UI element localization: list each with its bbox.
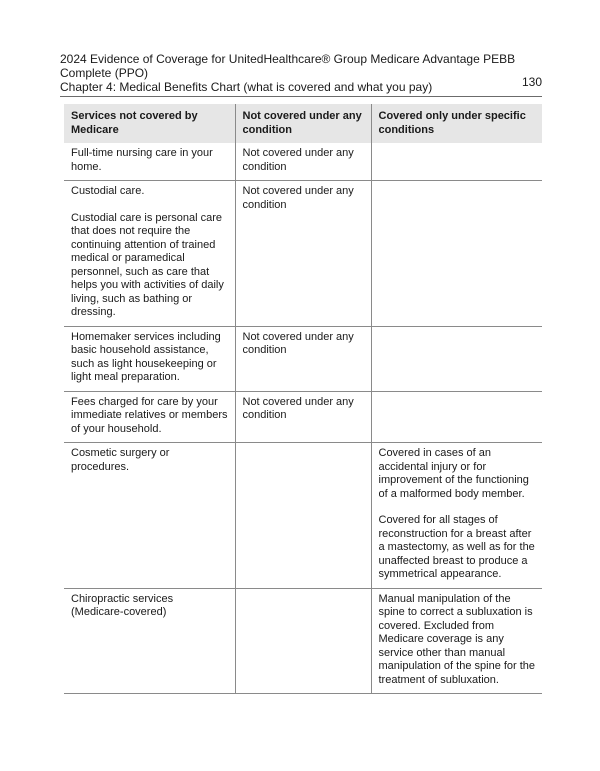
document-title: 2024 Evidence of Coverage for UnitedHealthcare® Group Medicare Advantage PEBB Complete (PPO) [60, 52, 516, 80]
page-header [60, 52, 542, 94]
table-row [64, 443, 542, 589]
not-covered-cell [235, 443, 371, 589]
not-covered-cell [235, 588, 371, 694]
benefits-table [64, 104, 542, 694]
page-number: 130 [521, 75, 542, 89]
not-covered-cell: Not covered under any condition [235, 143, 371, 181]
table-row [64, 391, 542, 443]
specific-conditions-cell [371, 326, 542, 391]
service-cell [64, 391, 235, 443]
condition-text: Covered in cases of an accidental injury or for improvement of the functioning of a malformed body member. [378, 447, 529, 500]
column-header-services: Services not covered by Medicare [64, 104, 235, 143]
table-row [64, 588, 542, 694]
condition-text: Manual manipulation of the spine to correct a subluxation is covered. Excluded from Medicare coverage is any service other than manual manipulation of the spine for the treatment of subluxation. [378, 592, 536, 686]
service-text: Full-time nursing care in your home. [71, 147, 213, 173]
table-header-row [64, 104, 542, 143]
table-row [64, 181, 542, 327]
column-header-not-covered: Not covered under any condition [235, 104, 371, 143]
not-covered-cell: Not covered under any condition [235, 326, 371, 391]
service-text: Homemaker services including basic household assistance, such as light housekeeping or light meal preparation. [71, 330, 221, 383]
table-row [64, 326, 542, 391]
service-cell [64, 181, 235, 327]
specific-conditions-cell [371, 588, 542, 694]
specific-conditions-cell [371, 181, 542, 327]
service-text: Fees charged for care by your immediate relatives or members of your household. [71, 395, 228, 435]
service-text: Cosmetic surgery or procedures. [71, 447, 170, 473]
service-text: Chiropractic services (Medicare-covered) [71, 592, 174, 618]
not-covered-cell: Not covered under any condition [235, 391, 371, 443]
service-text: Custodial care. [71, 185, 145, 197]
table-row [64, 143, 542, 181]
service-cell [64, 443, 235, 589]
service-cell [64, 326, 235, 391]
service-description: Custodial care is personal care that does not require the continuing attention of trained medical or paramedical personnel, such as care that helps you with activities of daily living, such as bathing or dressing. [71, 211, 224, 318]
not-covered-cell: Not covered under any condition [235, 181, 371, 327]
column-header-specific-conditions: Covered only under specific conditions [371, 104, 542, 143]
service-cell [64, 143, 235, 181]
header-divider [60, 96, 542, 97]
chapter-title: Chapter 4: Medical Benefits Chart (what is covered and what you pay) [60, 80, 433, 94]
specific-conditions-cell [371, 443, 542, 589]
specific-conditions-cell [371, 391, 542, 443]
service-cell [64, 588, 235, 694]
specific-conditions-cell [371, 143, 542, 181]
condition-text: Covered for all stages of reconstruction for a breast after a mastectomy, as well as for the unaffected breast to produce a symmetrical appearance. [378, 514, 535, 580]
